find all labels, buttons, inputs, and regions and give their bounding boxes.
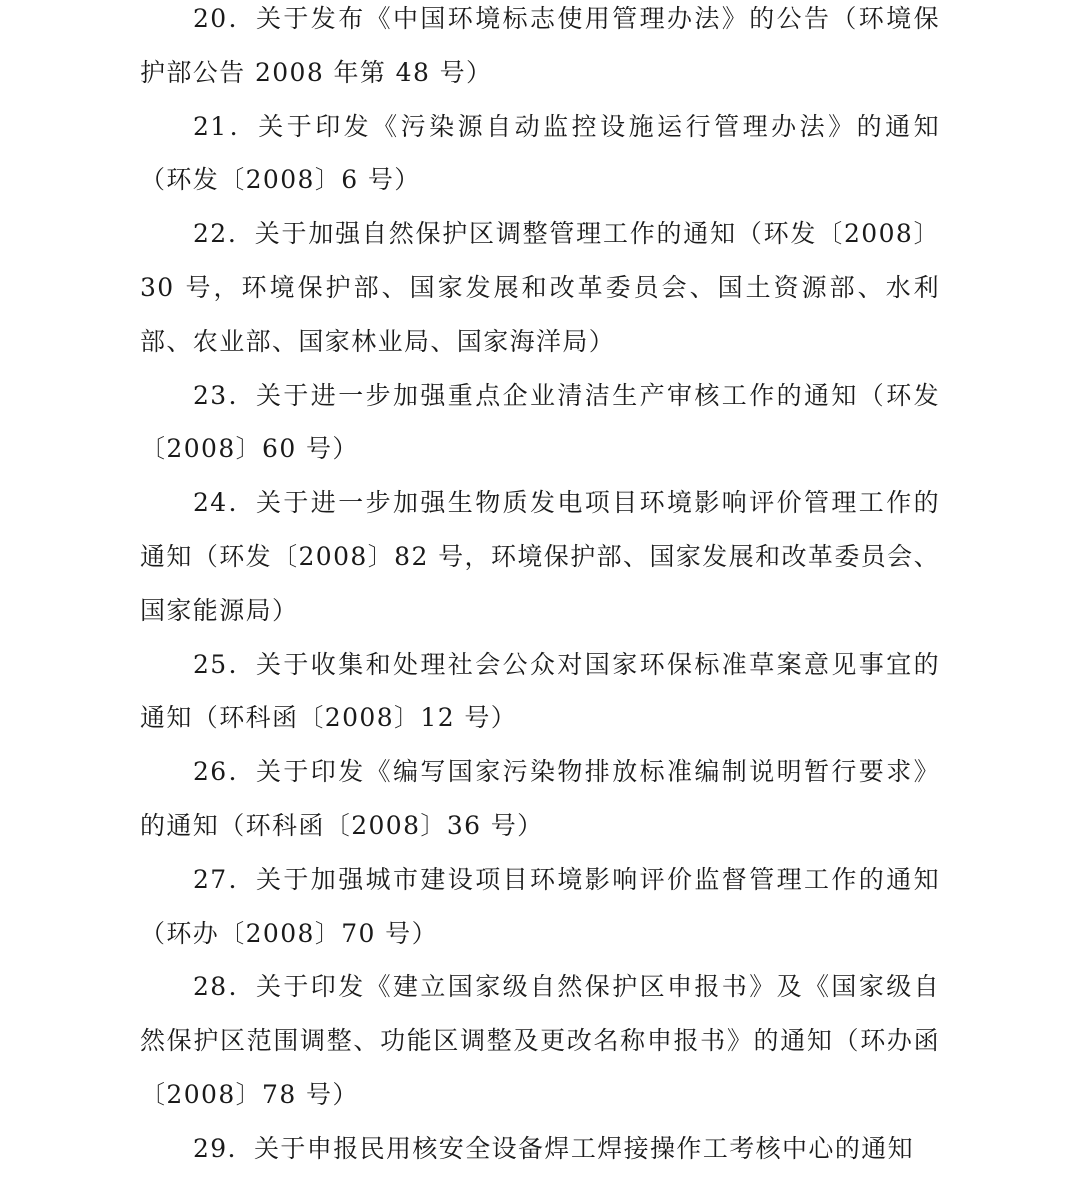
- list-item: 28．关于印发《建立国家级自然保护区申报书》及《国家级自然保护区范围调整、功能区调整及更改名称申报书》的通知（环办函〔2008〕78 号）: [140, 972, 940, 1109]
- list-item: 26．关于印发《编写国家污染物排放标准编制说明暂行要求》的通知（环科函〔2008〕36 号）: [140, 757, 940, 840]
- list-item: 21．关于印发《污染源自动监控设施运行管理办法》的通知（环发〔2008〕6 号）: [140, 111, 940, 195]
- list-item: 20．关于发布《中国环境标志使用管理办法》的公告（环境保护部公告 2008 年第 48 号）: [140, 4, 940, 87]
- list-item: 29．关于申报民用核安全设备焊工焊接操作工考核中心的通知: [193, 1133, 915, 1163]
- document-page: [140, 0, 940, 1166]
- list-item: 22．关于加强自然保护区调整管理工作的通知（环发〔2008〕30 号，环境保护部、国家发展和改革委员会、国土资源部、水利部、农业部、国家林业局、国家海洋局）: [140, 219, 940, 356]
- list-item: 24．关于进一步加强生物质发电项目环境影响评价管理工作的通知（环发〔2008〕82 号，环境保护部、国家发展和改革委员会、国家能源局）: [140, 488, 940, 625]
- list-item: 27．关于加强城市建设项目环境影响评价监督管理工作的通知（环办〔2008〕70 号）: [140, 864, 940, 948]
- list-item: 25．关于收集和处理社会公众对国家环保标准草案意见事宜的通知（环科函〔2008〕12 号）: [140, 649, 940, 733]
- list-item: 23．关于进一步加强重点企业清洁生产审核工作的通知（环发〔2008〕60 号）: [140, 380, 940, 464]
